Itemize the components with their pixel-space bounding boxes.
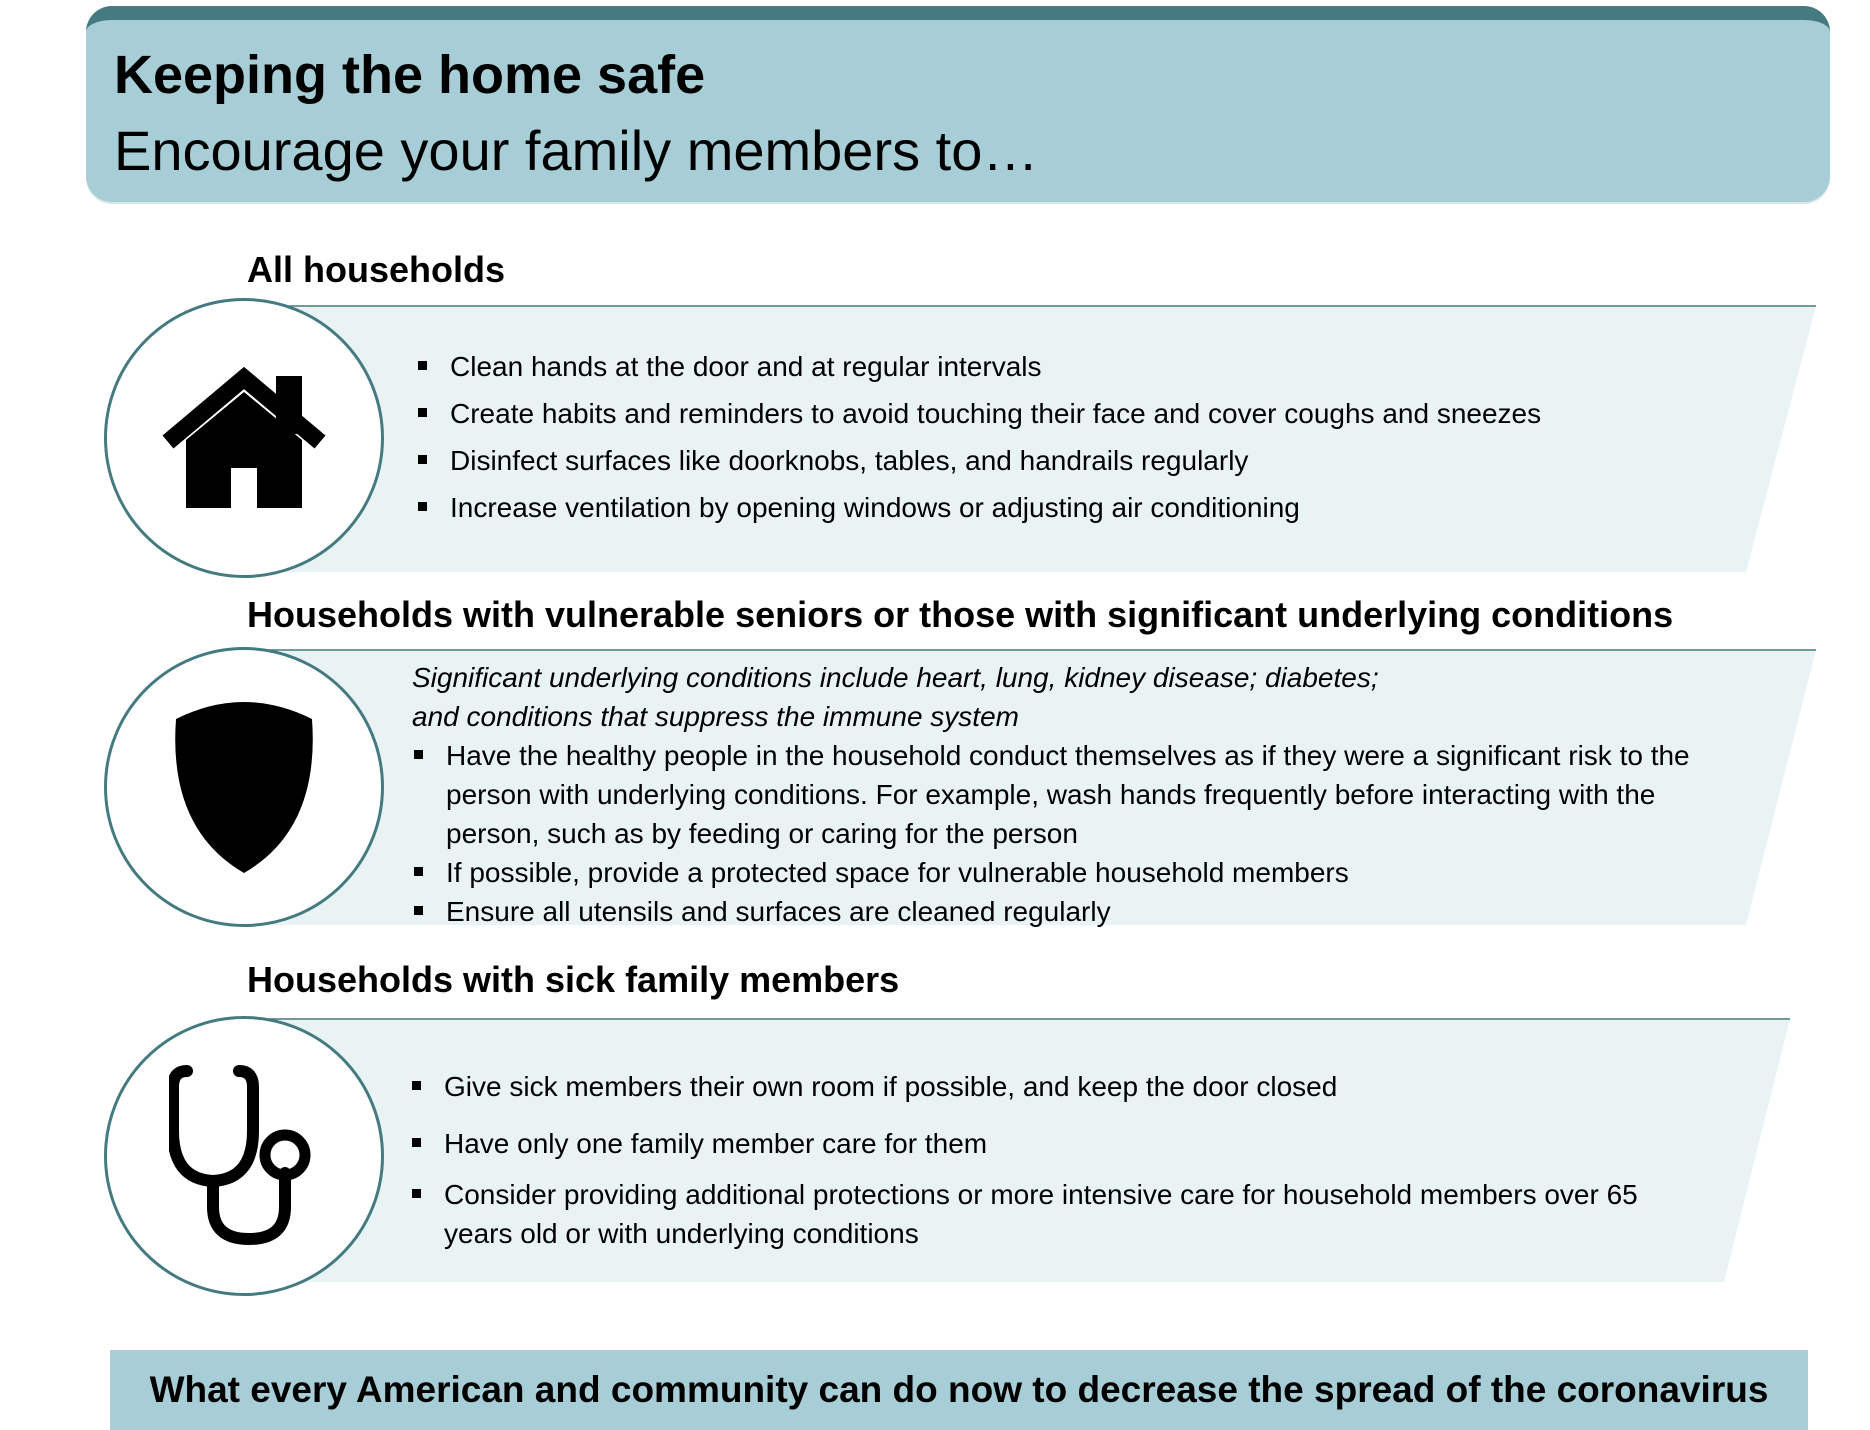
list-item-line: person with underlying conditions. For example, wash hands frequently before interacting with the	[446, 779, 1656, 810]
list-item-line: person, such as by feeding or caring for the person	[446, 818, 1078, 849]
list-item-line: years old or with underlying conditions	[444, 1218, 919, 1249]
list-item: Have only one family member care for them	[406, 1124, 1638, 1163]
list-item: Disinfect surfaces like doorknobs, tables, and handrails regularly	[412, 437, 1541, 484]
list-item	[408, 736, 1690, 853]
list-item-line: Have the healthy people in the household conduct themselves as if they were a significant risk to the	[446, 740, 1690, 771]
footer-banner	[110, 1350, 1808, 1430]
list-item: Ensure all utensils and surfaces are cleaned regularly	[408, 892, 1690, 931]
shield-icon-circle	[104, 647, 384, 927]
list-item: Clean hands at the door and at regular intervals	[412, 343, 1541, 390]
page-subtitle: Encourage your family members to…	[114, 119, 1039, 182]
list-item: Give sick members their own room if possible, and keep the door closed	[406, 1067, 1638, 1106]
house-icon-circle	[104, 298, 384, 578]
footer-text: What every American and community can do now to decrease the spread of the coronavirus	[149, 1369, 1769, 1410]
list-item-line: Consider providing additional protections or more intensive care for household members over 65	[444, 1179, 1638, 1210]
section-heading-all-households: All households	[247, 249, 506, 290]
list-item: If possible, provide a protected space for vulnerable household members	[408, 853, 1690, 892]
list-sick	[406, 1067, 1638, 1253]
house-icon	[160, 364, 328, 512]
list-item	[406, 1175, 1638, 1253]
stethoscope-icon	[169, 1061, 319, 1251]
page-title: Keeping the home safe	[114, 45, 706, 105]
list-item: Create habits and reminders to avoid touching their face and cover coughs and sneezes	[412, 390, 1541, 437]
list-item: Increase ventilation by opening windows or adjusting air conditioning	[412, 484, 1541, 531]
section-heading-sick: Households with sick family members	[247, 959, 900, 1000]
shield-icon	[174, 699, 314, 875]
underlying-conditions-note	[412, 658, 1379, 736]
list-all-households	[412, 343, 1541, 531]
note-line: and conditions that suppress the immune system	[412, 701, 1019, 732]
stethoscope-icon-circle	[104, 1016, 384, 1296]
list-vulnerable	[408, 736, 1690, 931]
section-heading-vulnerable: Households with vulnerable seniors or those with significant underlying conditions	[247, 594, 1674, 635]
note-line: Significant underlying conditions include heart, lung, kidney disease; diabetes;	[412, 662, 1379, 693]
